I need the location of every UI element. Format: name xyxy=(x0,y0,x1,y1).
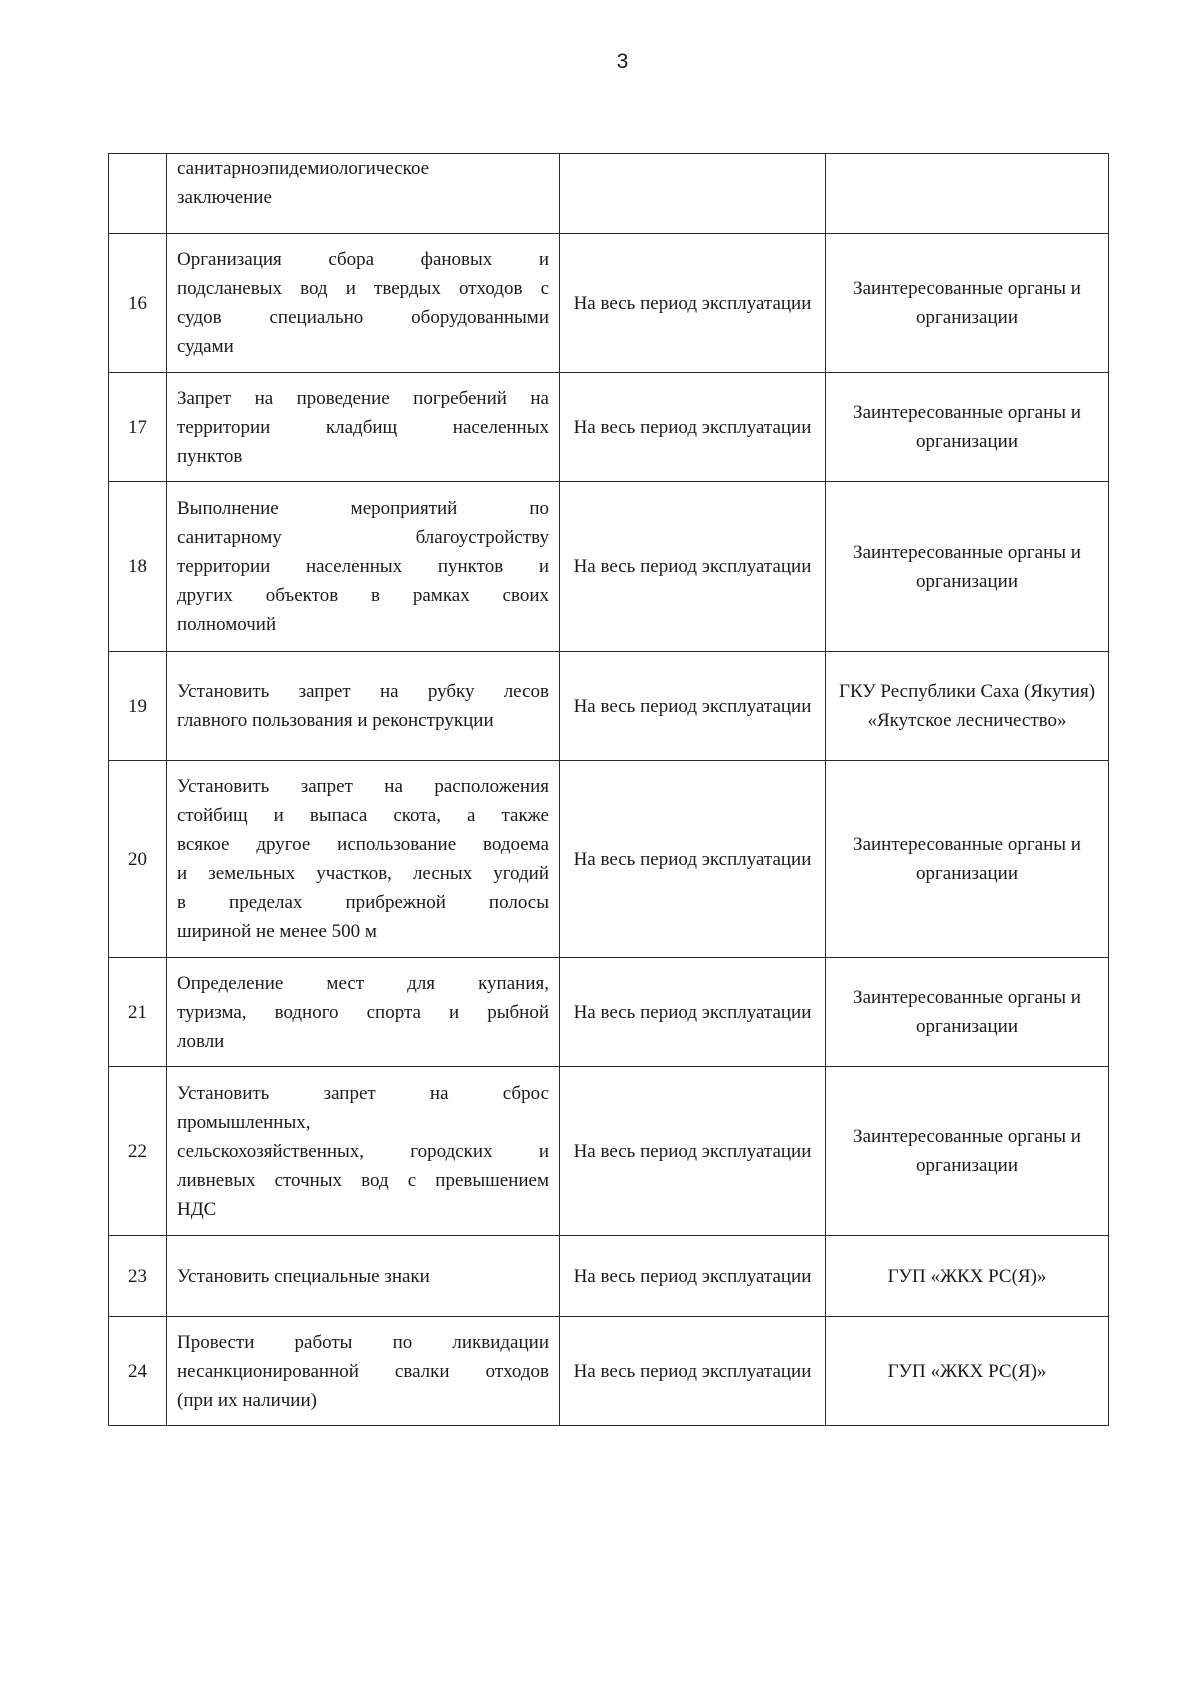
task-line: (при их наличии) xyxy=(177,1389,317,1411)
task-line: Установить запрет на рубку лесов xyxy=(177,681,549,702)
task-line: несанкционированной свалки отходов xyxy=(177,1360,549,1382)
task-line: в пределах прибрежной полосы xyxy=(177,892,549,913)
row-number-cell: 19 xyxy=(109,652,167,761)
table-row xyxy=(109,1317,1109,1426)
row-number-cell: 18 xyxy=(109,482,167,652)
task-line: всякое другое использование водоема xyxy=(177,834,549,855)
task-line: Установить специальные знаки xyxy=(177,1265,430,1287)
measures-table-body xyxy=(109,154,1109,1426)
table-row xyxy=(109,1236,1109,1317)
term-cell: На весь период эксплуатации xyxy=(560,373,826,482)
row-number-cell: 21 xyxy=(109,958,167,1067)
task-cell xyxy=(167,154,560,234)
task-cell xyxy=(167,1236,560,1317)
row-number-cell: 24 xyxy=(109,1317,167,1426)
task-line: подсланевых вод и твердых отходов с xyxy=(177,278,549,299)
responsible-cell: ГУП «ЖКХ РС(Я)» xyxy=(826,1317,1109,1426)
task-cell xyxy=(167,1067,560,1236)
table-row xyxy=(109,373,1109,482)
task-line: санитарноэпидемиологическое xyxy=(177,158,430,179)
task-line: пунктов xyxy=(177,445,243,467)
row-number-cell xyxy=(109,154,167,234)
row-number-cell: 22 xyxy=(109,1067,167,1236)
row-number-cell: 23 xyxy=(109,1236,167,1317)
row-number-cell: 17 xyxy=(109,373,167,482)
task-line: ливневых сточных вод с превышением xyxy=(177,1169,549,1191)
task-line: главного пользования и реконструкции xyxy=(177,710,494,731)
term-cell: На весь период эксплуатации xyxy=(560,958,826,1067)
task-line: судами xyxy=(177,336,234,357)
task-cell xyxy=(167,652,560,761)
measures-table xyxy=(108,153,1109,1426)
task-line: промышленных, xyxy=(177,1111,311,1133)
task-line: и земельных участков, лесных угодий xyxy=(177,863,549,884)
responsible-cell: Заинтересованные органы и организации xyxy=(826,1067,1109,1236)
term-cell: На весь период эксплуатации xyxy=(560,1067,826,1236)
task-line: Установить запрет на расположения xyxy=(177,776,549,797)
task-line: территории населенных пунктов и xyxy=(177,556,549,577)
responsible-cell: Заинтересованные органы и организации xyxy=(826,234,1109,373)
task-line: ловли xyxy=(177,1030,225,1052)
term-cell: На весь период эксплуатации xyxy=(560,482,826,652)
table-row xyxy=(109,652,1109,761)
responsible-cell: ГУП «ЖКХ РС(Я)» xyxy=(826,1236,1109,1317)
task-line: Установить запрет на сброс xyxy=(177,1082,549,1104)
task-line: территории кладбищ населенных xyxy=(177,416,549,438)
task-line: Провести работы по ликвидации xyxy=(177,1331,549,1353)
task-cell xyxy=(167,958,560,1067)
table-row xyxy=(109,234,1109,373)
row-number-cell: 16 xyxy=(109,234,167,373)
task-line: Запрет на проведение погребений на xyxy=(177,387,549,409)
task-line: туризма, водного спорта и рыбной xyxy=(177,1001,549,1023)
task-line: других объектов в рамках своих xyxy=(177,585,549,606)
responsible-cell: Заинтересованные органы и организации xyxy=(826,373,1109,482)
table-row xyxy=(109,1067,1109,1236)
table-row xyxy=(109,761,1109,958)
task-cell xyxy=(167,1317,560,1426)
row-number-cell: 20 xyxy=(109,761,167,958)
term-cell: На весь период эксплуатации xyxy=(560,1236,826,1317)
term-cell: На весь период эксплуатации xyxy=(560,652,826,761)
task-line: НДС xyxy=(177,1198,217,1220)
task-line: шириной не менее 500 м xyxy=(177,921,377,942)
table-row xyxy=(109,482,1109,652)
task-cell xyxy=(167,234,560,373)
table-row-continuation xyxy=(109,154,1109,234)
task-line: судов специально оборудованными xyxy=(177,307,549,328)
task-cell xyxy=(167,482,560,652)
task-line: Выполнение мероприятий по xyxy=(177,498,549,519)
responsible-cell: Заинтересованные органы и организации xyxy=(826,761,1109,958)
responsible-cell: Заинтересованные органы и организации xyxy=(826,958,1109,1067)
page-number: 3 xyxy=(616,50,629,73)
task-line: стойбищ и выпаса скота, а также xyxy=(177,805,549,826)
term-cell: На весь период эксплуатации xyxy=(560,1317,826,1426)
responsible-cell: Заинтересованные органы и организации xyxy=(826,482,1109,652)
task-line: Организация сбора фановых и xyxy=(177,249,549,270)
task-cell xyxy=(167,761,560,958)
task-line: Определение мест для купания, xyxy=(177,972,549,994)
task-line: полномочий xyxy=(177,614,277,635)
responsible-cell: ГКУ Республики Саха (Якутия) «Якутское лесничество» xyxy=(826,652,1109,761)
term-cell: На весь период эксплуатации xyxy=(560,234,826,373)
table-row xyxy=(109,958,1109,1067)
term-cell: На весь период эксплуатации xyxy=(560,761,826,958)
task-line: санитарному благоустройству xyxy=(177,527,549,548)
task-line: заключение xyxy=(177,187,272,208)
responsible-cell xyxy=(826,154,1109,234)
task-cell xyxy=(167,373,560,482)
term-cell xyxy=(560,154,826,234)
task-line: сельскохозяйственных, городских и xyxy=(177,1140,549,1162)
